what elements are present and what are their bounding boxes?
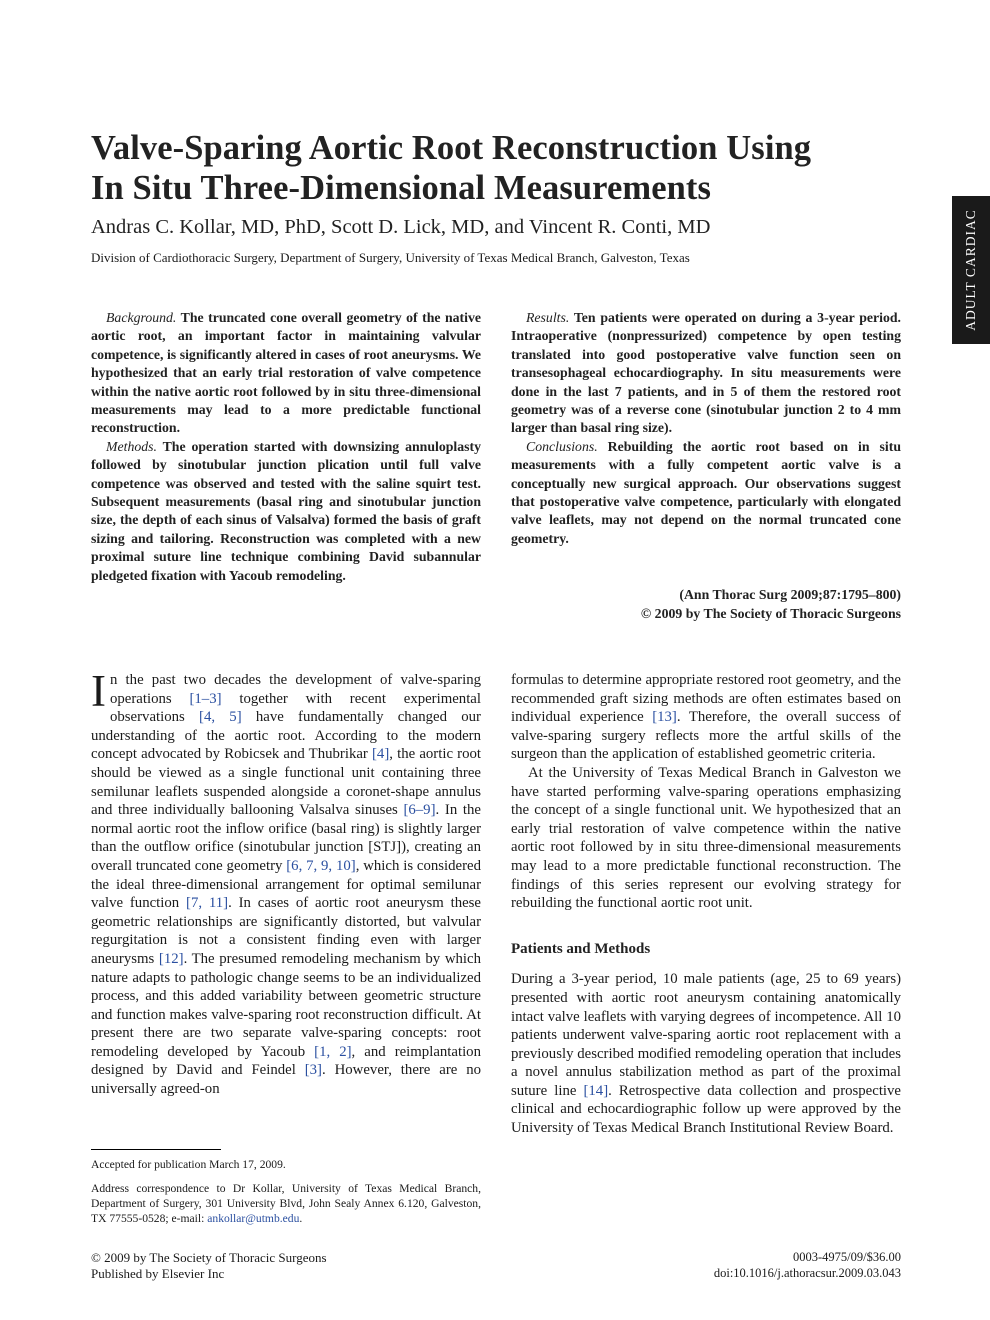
- email-link[interactable]: ankollar@utmb.edu: [207, 1212, 300, 1225]
- abstract-results: [511, 309, 901, 438]
- abstract-background: [91, 309, 481, 438]
- address-end: .: [299, 1212, 303, 1225]
- section-heading: Patients and Methods: [511, 940, 651, 957]
- footer-publisher: Published by Elsevier Inc: [91, 1265, 225, 1281]
- reference-link[interactable]: [4, 5]: [199, 709, 242, 726]
- intro-text: , the aortic root should be viewed as a single functional unit containing three semilunar leaflets suspended alongside a coronet-shape annulus and three individually ballooning Valsalva sinuses: [91, 746, 481, 819]
- accepted-note: Accepted for publication March 17, 2009.: [91, 1158, 286, 1171]
- side-tab-label: ADULT CARDIAC: [963, 209, 978, 331]
- intro-text: . However, there are no universally agreed-on: [91, 1062, 482, 1098]
- reference-link[interactable]: [12]: [158, 950, 184, 967]
- reference-link[interactable]: [3]: [304, 1062, 322, 1079]
- results-text: Ten patients were operated on during a 3-year period. Intraoperative (nonpressurized) competence by open testing translated into good postoperative valve function seen on transesophageal echocardiography. In situ measurements were done in the last 7 patients, and in 5 of them the restored root geometry was of a reverse cone (sinotubular junction 2 to 4 mm larger than basal ring size).: [511, 310, 901, 436]
- intro-text: have fundamentally changed our understanding of the aortic root. According to the modern concept advocated by Robicsek and Thubrikar: [91, 709, 481, 763]
- abstract-right-column: [511, 309, 901, 548]
- body-text: formulas to determine appropriate restored root geometry, and the recommended graft sizing methods are often estimates based on individual experience: [511, 672, 901, 726]
- body-text: During a 3-year period, 10 male patients (age, 25 to 69 years) presented with aortic root aneurysm containing anatomically intact valve leaflets with varying degrees of incompetence. All 10 patients underwent valve-sparing aortic root replacement with a previously described modified remodeling operation that includes a novel annulus stabilization method as part of the proximal suture line: [511, 971, 901, 1099]
- conclusions-label: Conclusions.: [526, 438, 598, 454]
- footer-issn: 0003-4975/09/$36.00: [793, 1250, 901, 1264]
- body-paragraph: [511, 671, 901, 764]
- author-list: Andras C. Kollar, MD, PhD, Scott D. Lick, MD, and Vincent R. Conti, MD: [91, 216, 711, 238]
- reference-link[interactable]: [7, 11]: [186, 895, 229, 912]
- intro-text: , which is considered the ideal three-dimensional arrangement for optimal semilunar valve function: [91, 857, 481, 912]
- abstract-methods: [91, 438, 481, 585]
- title-line-2: In Situ Three-Dimensional Measurements: [91, 169, 712, 207]
- reference-link[interactable]: [13]: [652, 709, 677, 726]
- footnote-divider: [91, 1149, 221, 1150]
- title-line-1: Valve-Sparing Aortic Root Reconstruction Using: [91, 129, 812, 167]
- intro-text: , and reimplantation designed by David and Feindel: [91, 1043, 481, 1079]
- body-paragraph: At the University of Texas Medical Branch in Galveston we have started performing valve-sparing operations emphasizing the concept of a single functional unit. We hypothesized that an early trial restoration of valve competence within the native aortic root followed by in situ three-dimensional measurements may lead to a more predictable functional reconstruction. The findings of this series represent our evolving strategy for rebuilding the functional aortic root unit.: [511, 764, 901, 912]
- reference-link[interactable]: [6, 7, 9, 10]: [286, 857, 356, 874]
- footer-right: [600, 1250, 901, 1281]
- journal-citation: (Ann Thorac Surg 2009;87:1795–800): [679, 587, 901, 602]
- intro-text: . In cases of aortic root aneurysm these geometric relationships are significantly distorted, but valvular regurgitation is not a consistent finding even with larger aneurysms: [91, 895, 481, 967]
- drop-cap: I: [91, 666, 106, 716]
- abstract-conclusions: [511, 438, 901, 548]
- intro-text: n the past two decades the development of valve-sparing operations: [110, 672, 481, 707]
- body-paragraph: [511, 970, 901, 1137]
- reference-link[interactable]: [4]: [372, 746, 390, 763]
- address-text: Address correspondence to Dr Kollar, University of Texas Medical Branch, Department of Surgery, 301 University Blvd, John Sealy Annex 6.120, Galveston, TX 77555-0528; e-mail:: [91, 1182, 481, 1225]
- methods-text: The operation started with downsizing annuloplasty followed by sinotubular junction plication until full valve competence was observed and tested with the saline squirt test. Subsequent measurements (basal ring and sinotubular junction size, the depth of each sinus of Valsalva) formed the basis of graft sizing and tailoring. Reconstruction was completed with a new proximal suture line technique combining David subannular pledgeted fixation with Yacoub remodeling.: [91, 438, 481, 583]
- section-side-tab: [952, 196, 990, 344]
- body-left-column: [91, 666, 482, 1099]
- background-text: The truncated cone overall geometry of the native aortic root, an important factor in maintaining valvular competence, is significantly altered in cases of root aneurysms. We hypothesized that an early trial restoration of valve competence within the native aortic root followed by in situ three-dimensional measurements may lead to a more predictable functional reconstruction.: [91, 310, 481, 436]
- reference-link[interactable]: [14]: [583, 1082, 609, 1099]
- affiliation: Division of Cardiothoracic Surgery, Department of Surgery, University of Texas Medical Branch, Galveston, Texas: [91, 250, 690, 265]
- conclusions-text: Rebuilding the aortic root based on in situ measurements with a fully competent aortic valve is a conceptually new surgical approach. Our observations suggest that postoperative valve competence, particularly with elongated valve leaflets, may not depend on the normal truncated cone geometry.: [511, 438, 901, 546]
- reference-link[interactable]: [1–3]: [189, 690, 222, 707]
- footer-left: [91, 1250, 327, 1281]
- methods-label: Methods.: [106, 438, 157, 454]
- article-title: [91, 128, 891, 208]
- correspondence-note: [91, 1181, 481, 1226]
- background-label: Background.: [106, 310, 177, 325]
- intro-text: together with recent experimental observations: [110, 690, 481, 726]
- results-label: Results.: [526, 310, 570, 325]
- intro-paragraph: [91, 666, 482, 1099]
- intro-text: . The presumed remodeling mechanism by which nature adapts to pathologic change seems to be an individualized process, and this added variability between geometric structure and function makes valve-sparing root reconstruction difficult. At present there are two separate valve-sparing concepts: root remodeling developed by Yacoub: [91, 950, 481, 1060]
- reference-link[interactable]: [6–9]: [403, 802, 436, 819]
- footer-doi: doi:10.1016/j.athoracsur.2009.03.043: [713, 1265, 901, 1280]
- intro-text: . In the normal aortic root the inflow orifice (basal ring) is slightly larger than the outflow orifice (sinotubular junction [STJ]), creating an overall truncated cone geometry: [91, 802, 481, 874]
- abstract-left-column: [91, 309, 481, 585]
- body-right-column: [511, 671, 901, 1138]
- footnotes: [91, 1157, 481, 1235]
- footer-copyright: © 2009 by The Society of Thoracic Surgeons: [91, 1250, 327, 1265]
- abstract-copyright: © 2009 by The Society of Thoracic Surgeons: [640, 606, 901, 621]
- reference-link[interactable]: [1, 2]: [314, 1043, 352, 1060]
- abstract-citation: [511, 585, 901, 623]
- body-text: . Retrospective data collection and prospective clinical and echocardiographic follow up were approved by the University of Texas Medical Branch Institutional Review Board.: [511, 1082, 902, 1137]
- body-text: . Therefore, the overall success of valve-sparing surgery reflects more the artful skills of the surgeon than the application of established geometric criteria.: [511, 709, 901, 763]
